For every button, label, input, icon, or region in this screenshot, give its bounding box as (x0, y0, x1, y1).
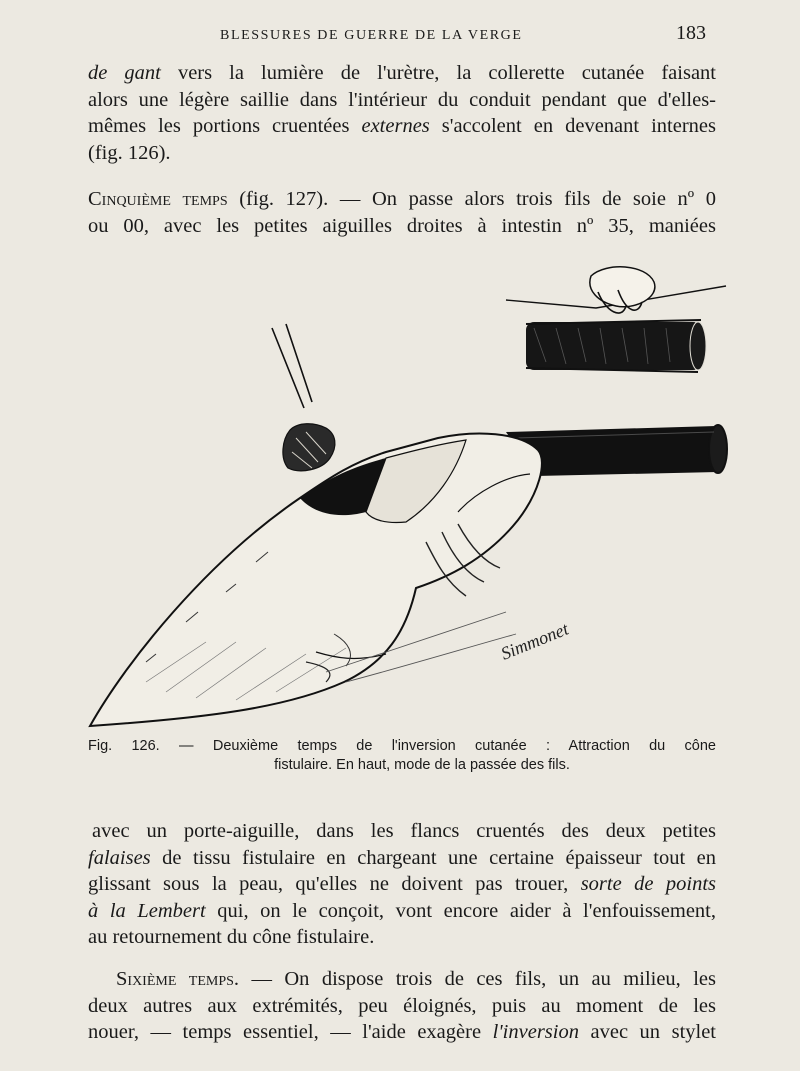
paragraph-3 (88, 818, 716, 951)
text-span: (fig. 127). — On passe alors trois fils de soie nº 0 (227, 188, 716, 210)
text-span: mêmes les portions cruentées (88, 115, 362, 137)
fistular-cone (283, 424, 335, 471)
text-line: (fig. 126). (88, 141, 171, 164)
text-line: avec un porte-aiguille, dans les flancs cruentés des deux petites (92, 820, 716, 842)
text-line (88, 1019, 716, 1046)
text-line: alors une légère saillie dans l'intérieur du conduit pendant que d'elles- (88, 88, 716, 111)
forceps (272, 324, 335, 471)
paragraph-2 (88, 186, 716, 239)
caption-line: Fig. 126. — Deuxième temps de l'inversion cutanée : Attraction du cône (88, 738, 716, 754)
text-span: vers la lumière de l'urètre, la collerette cutanée faisant (160, 62, 716, 84)
inset-urethra-tube (526, 322, 701, 370)
italic-term: de gant (88, 62, 161, 84)
running-header (0, 22, 800, 52)
text-line (88, 966, 716, 993)
figure-caption (88, 737, 716, 775)
text-span: — On dispose trois de ces fils, un au milieu, les (239, 968, 716, 990)
text-line (88, 898, 716, 925)
text-span: glissant sous la peau, qu'elles ne doivent pas trouer, (88, 873, 581, 895)
running-title: BLESSURES DE GUERRE DE LA VERGE (220, 28, 523, 43)
text-line: au retournement du cône fistulaire. (88, 926, 375, 948)
text-line (88, 845, 716, 872)
text-line (74, 186, 716, 213)
text-span: s'accolent en devenant internes (429, 115, 716, 137)
caption-line: fistulaire. En haut, mode de la passée des fils. (274, 757, 570, 773)
section-lead: Sixième temps. (116, 968, 240, 990)
figure-126-illustration (86, 262, 732, 730)
italic-term: sorte de points (580, 873, 716, 895)
artist-signature: Simmonet (498, 618, 572, 664)
section-lead: Cinquième temps (88, 188, 228, 210)
italic-term: falaises (88, 846, 151, 869)
inset-suture-detail (506, 267, 726, 372)
page-number: 183 (676, 22, 706, 44)
paragraph-1 (88, 60, 716, 166)
text-span: de tissu fistulaire en chargeant une certaine épaisseur tout en (150, 846, 716, 869)
text-span: avec un stylet (578, 1021, 716, 1043)
text-span: qui, on le conçoit, vont encore aider à l'enfouissement, (205, 899, 716, 922)
text-line (88, 113, 716, 140)
paragraph-4 (88, 966, 716, 1046)
text-line: deux autres aux extrémités, peu éloignés, puis au moment de les (88, 994, 716, 1017)
italic-term: l'inversion (492, 1021, 579, 1043)
text-line (88, 871, 716, 898)
text-span: nouer, — temps essentiel, — l'aide exagère (88, 1021, 493, 1043)
italic-term: externes (361, 115, 430, 137)
italic-term: à la Lembert (88, 899, 206, 922)
text-line: ou 00, avec les petites aiguilles droites à intestin nº 35, maniées (88, 214, 716, 237)
text-line (88, 60, 716, 87)
penis-drawing (90, 434, 542, 726)
